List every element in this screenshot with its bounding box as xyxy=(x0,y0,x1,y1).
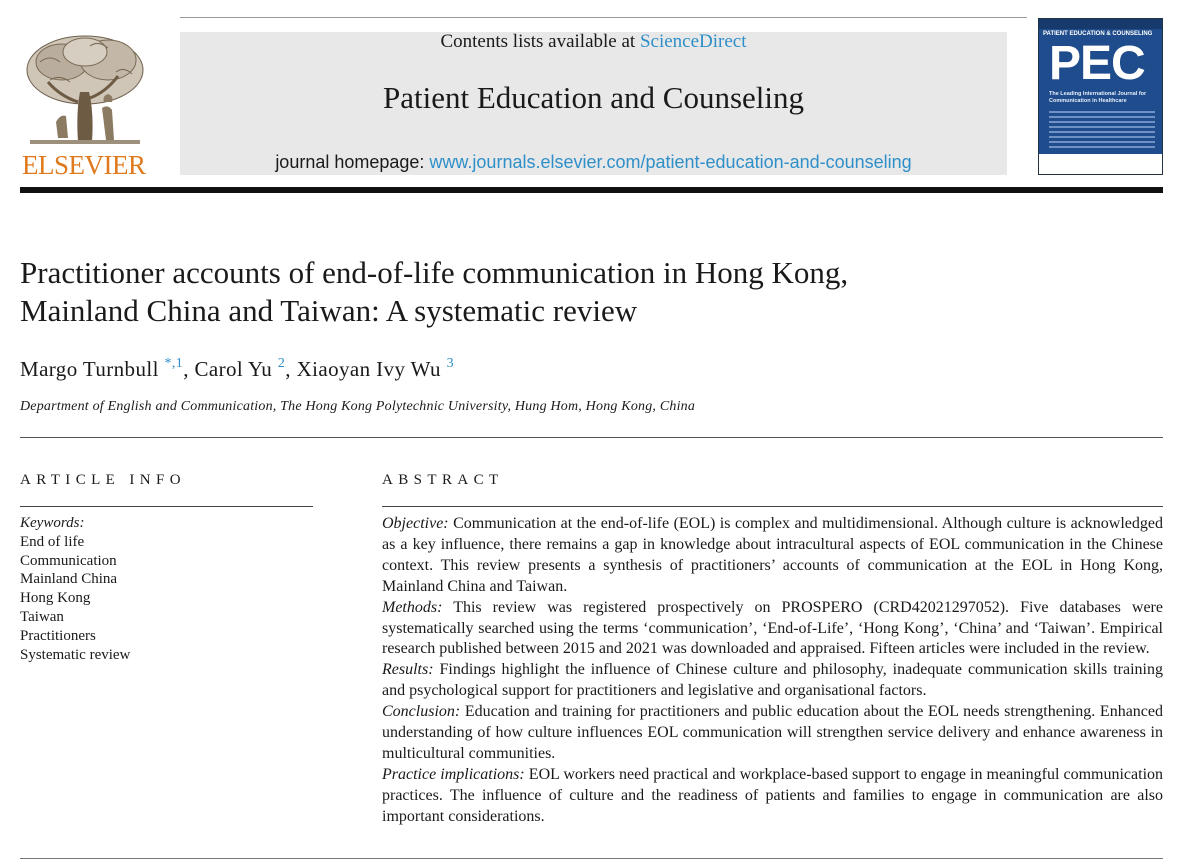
cover-line xyxy=(1049,141,1155,143)
abstract-label: Methods: xyxy=(382,598,443,616)
abstract-section-objective xyxy=(382,514,1163,598)
author-list xyxy=(20,355,1160,383)
article-title-line-2: Mainland China and Taiwan: A systematic review xyxy=(20,293,638,328)
abstract-body xyxy=(382,514,1163,828)
cover-line xyxy=(1049,146,1155,148)
abstract-text: Communication at the end-of-life (EOL) is complex and multidimensional. Although culture is acknowledged as a key influence, there remains a gap in knowledge about intracultural aspects of EOL communication in the Chinese context. This review presents a synthesis of practitioners’ accounts of communication at the EOL in Hong Kong, Mainland China and Taiwan. xyxy=(382,515,1163,595)
header-top-rule xyxy=(180,17,1027,18)
keywords-label: Keywords: xyxy=(20,515,85,531)
affiliation: Department of English and Communication, The Hong Kong Polytechnic University, Hung Hom, Hong Kong, China xyxy=(20,399,696,414)
abstract-label: Practice implications: xyxy=(382,765,525,783)
cover-acronym: PEC xyxy=(1049,37,1145,90)
article-info-rule xyxy=(20,506,313,507)
author-separator: , xyxy=(285,357,291,381)
sciencedirect-link[interactable]: ScienceDirect xyxy=(639,31,747,52)
abstract-heading: ABSTRACT xyxy=(382,472,504,488)
abstract-text: EOL workers need practical and workplace-based support to engage in meaningful communication practices. The influence of culture and the readiness of patients and families to engage in communication are also important considerations. xyxy=(382,765,1164,825)
cover-line xyxy=(1049,121,1155,123)
header-thick-rule xyxy=(20,187,1163,193)
cover-line xyxy=(1049,116,1155,118)
abstract-label: Results: xyxy=(382,661,434,679)
abstract-label: Conclusion: xyxy=(382,703,461,721)
cover-line xyxy=(1049,131,1155,133)
contents-prefix: Contents lists available at xyxy=(440,31,640,52)
journal-header xyxy=(20,0,1163,196)
bottom-rule xyxy=(20,858,1163,859)
author-marks[interactable]: *,1 xyxy=(164,356,184,371)
author-separator: , xyxy=(183,357,189,381)
title-divider xyxy=(20,437,1163,438)
article-title xyxy=(20,254,1160,330)
abstract-rule xyxy=(382,506,1163,507)
keyword-item: Communication xyxy=(20,552,117,569)
homepage-prefix: journal homepage: xyxy=(275,152,430,172)
keyword-item: Taiwan xyxy=(20,608,64,625)
cover-contents-lines xyxy=(1049,111,1155,151)
journal-title[interactable]: Patient Education and Counseling xyxy=(382,80,804,115)
journal-cover[interactable] xyxy=(1038,18,1163,175)
cover-banner: PATIENT EDUCATION & COUNSELING xyxy=(1043,31,1153,37)
abstract-text: This review was registered prospectively on PROSPERO (CRD42021297052). Five databases were systematically searched using the terms ‘communication’, ‘End-of-Life’, ‘Hong Kong’, ‘China’ and ‘Taiwan’. Empirical research published between 2015 and 2021 was downloaded and appraised. Fifteen articles were included in the review. xyxy=(382,598,1163,658)
abstract-section-conclusion xyxy=(382,702,1163,765)
keywords-list xyxy=(20,514,310,664)
elsevier-wordmark: ELSEVIER xyxy=(22,150,146,180)
elsevier-tree-icon xyxy=(20,32,150,150)
abstract-label: Objective: xyxy=(382,515,449,532)
cover-top-strip xyxy=(1039,19,1162,29)
journal-info-box xyxy=(180,32,1007,175)
abstract-text: Findings highlight the influence of Chinese culture and philosophy, inadequate communication skills training and psychological support for practitioners and legislative and organisational factors. xyxy=(382,661,1163,700)
keyword-item: Mainland China xyxy=(20,571,118,588)
keyword-item: Systematic review xyxy=(20,646,131,663)
homepage-line xyxy=(180,152,1007,173)
author-marks[interactable]: 3 xyxy=(446,356,454,371)
abstract-section-results xyxy=(382,660,1163,702)
abstract-section-methods xyxy=(382,598,1163,661)
cover-line xyxy=(1049,126,1155,128)
abstract-text: Education and training for practitioners and public education about the EOL needs strengthening. Enhanced understanding of how culture influences EOL communication will strengthen service delivery and enhance awareness in multicultural communities. xyxy=(382,703,1163,762)
article-info-heading: ARTICLE INFO xyxy=(20,472,186,488)
abstract-section-practice-implications xyxy=(382,765,1163,828)
author-name[interactable]: Xiaoyan Ivy Wu xyxy=(296,357,441,381)
keyword-item: Practitioners xyxy=(20,627,96,644)
cover-line xyxy=(1049,111,1155,113)
cover-footer xyxy=(1039,154,1162,174)
author-name[interactable]: Carol Yu xyxy=(194,357,273,381)
author-name[interactable]: Margo Turnbull xyxy=(20,357,159,381)
elsevier-logo[interactable] xyxy=(20,32,150,180)
keyword-item: Hong Kong xyxy=(20,590,91,607)
article-title-line-1: Practitioner accounts of end-of-life communication in Hong Kong, xyxy=(20,255,849,290)
cover-tagline: The Leading International Journal for Communication in Healthcare xyxy=(1049,91,1147,104)
keyword-item: End of life xyxy=(20,533,85,550)
cover-line xyxy=(1049,136,1155,138)
journal-homepage-link[interactable]: www.journals.elsevier.com/patient-education-and-counseling xyxy=(429,152,912,172)
author-marks[interactable]: 2 xyxy=(277,356,286,371)
contents-line xyxy=(180,32,1007,52)
